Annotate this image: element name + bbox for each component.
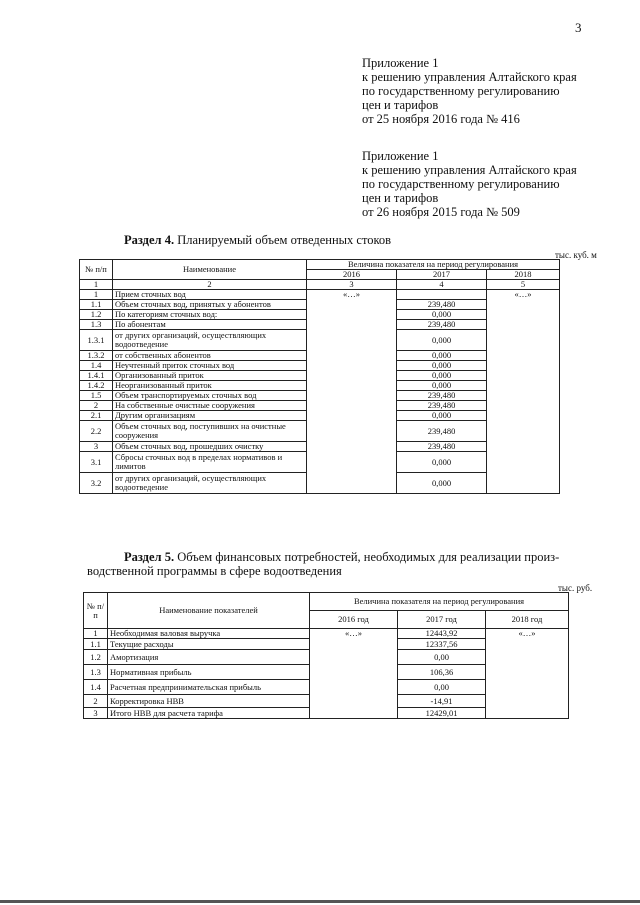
row-name: Необходимая валовая выручка <box>108 629 310 639</box>
value-2017: 0,000 <box>397 351 487 361</box>
header-name: Наименование показателей <box>108 593 310 629</box>
row-num: 3.1 <box>80 452 113 473</box>
index-cell: 4 <box>397 280 487 290</box>
section4-unit: тыс. куб. м <box>555 250 597 260</box>
index-cell: 3 <box>307 280 397 290</box>
scan-edge-line <box>0 900 640 903</box>
value-2017: 0,00 <box>398 680 486 695</box>
index-cell: 1 <box>80 280 113 290</box>
appendix-line: Приложение 1 <box>362 149 439 163</box>
value-2017: 12337,56 <box>398 639 486 650</box>
row-num: 1.4 <box>80 361 113 371</box>
row-num: 2 <box>84 695 108 708</box>
section4-table <box>79 259 560 494</box>
row-name: от других организаций, осуществляющих водоотведение <box>113 330 307 351</box>
row-name: Объем транспортируемых сточных вод <box>113 391 307 401</box>
row-name: Другим организациям <box>113 411 307 421</box>
header-num: № п/п <box>80 260 113 280</box>
section4-title <box>124 233 391 248</box>
value-2017 <box>397 290 487 300</box>
index-cell: 2 <box>113 280 307 290</box>
row-name: Прием сточных вод <box>113 290 307 300</box>
row-name: Нормативная прибыль <box>108 665 310 680</box>
value-2017: 0,000 <box>397 330 487 351</box>
row-num: 2.1 <box>80 411 113 421</box>
row-num: 1.5 <box>80 391 113 401</box>
header-2016: 2016 <box>307 270 397 280</box>
header-name: Наименование <box>113 260 307 280</box>
row-num: 1.1 <box>84 639 108 650</box>
value-2016 <box>307 290 397 494</box>
placeholder-dots: «…» <box>345 628 362 638</box>
row-name: Корректировка НВВ <box>108 695 310 708</box>
header-2016: 2016 год <box>310 611 398 629</box>
header-2018: 2018 <box>487 270 560 280</box>
value-2017: 0,00 <box>398 650 486 665</box>
row-num: 1.2 <box>84 650 108 665</box>
appendix-line: к решению управления Алтайского края <box>362 163 577 177</box>
value-2017: 239,480 <box>397 401 487 411</box>
row-name: Организованный приток <box>113 371 307 381</box>
value-2017: 0,000 <box>397 361 487 371</box>
row-num: 1 <box>80 290 113 300</box>
appendix-line: от 25 ноября 2016 года № 416 <box>362 112 520 126</box>
row-name: Итого НВВ для расчета тарифа <box>108 708 310 719</box>
section5-unit: тыс. руб. <box>558 583 593 593</box>
placeholder-dots: «…» <box>343 289 360 299</box>
appendix-line: цен и тарифов <box>362 191 439 205</box>
row-name: Неучтенный приток сточных вод <box>113 361 307 371</box>
table-row <box>80 290 560 300</box>
appendix-line: к решению управления Алтайского края <box>362 70 577 84</box>
row-name: Текущие расходы <box>108 639 310 650</box>
row-num: 3 <box>80 442 113 452</box>
appendix-line: цен и тарифов <box>362 98 439 112</box>
section4-title-text: Планируемый объем отведенных стоков <box>174 233 392 247</box>
row-num: 1.4.1 <box>80 371 113 381</box>
index-cell: 5 <box>487 280 560 290</box>
value-2017: 239,480 <box>397 320 487 330</box>
row-name: Объем сточных вод, прошедших очистку <box>113 442 307 452</box>
appendix-line: Приложение 1 <box>362 56 439 70</box>
row-name: Сбросы сточных вод в пределах нормативов и лимитов <box>113 452 307 473</box>
placeholder-dots: «…» <box>518 628 536 638</box>
table-row <box>84 629 569 639</box>
row-num: 2.2 <box>80 421 113 442</box>
row-name: Расчетная предпринимательская прибыль <box>108 680 310 695</box>
value-2017: 239,480 <box>397 442 487 452</box>
header-2018: 2018 год <box>486 611 569 629</box>
row-num: 1.1 <box>80 300 113 310</box>
placeholder-dots: «…» <box>514 289 532 299</box>
appendix-block-current <box>362 56 577 126</box>
row-num: 3.2 <box>80 473 113 494</box>
section5-table <box>83 592 569 719</box>
row-num: 1 <box>84 629 108 639</box>
value-2017: 0,000 <box>397 452 487 473</box>
row-name: Объем сточных вод, принятых у абонентов <box>113 300 307 310</box>
page-number: 3 <box>575 20 582 35</box>
section4-title-bold: Раздел 4. <box>124 233 175 247</box>
value-2017: 239,480 <box>397 391 487 401</box>
row-name: На собственные очистные сооружения <box>113 401 307 411</box>
row-name: Неорганизованный приток <box>113 381 307 391</box>
value-2017: -14,91 <box>398 695 486 708</box>
value-2017: 239,480 <box>397 421 487 442</box>
row-num: 1.3.1 <box>80 330 113 351</box>
row-num: 1.3.2 <box>80 351 113 361</box>
header-2017: 2017 год <box>398 611 486 629</box>
row-num: 1.3 <box>84 665 108 680</box>
section5-title-line1 <box>124 550 559 565</box>
header-period: Величина показателя на период регулирования <box>307 260 560 270</box>
row-name: По категориям сточных вод: <box>113 310 307 320</box>
value-2016 <box>310 629 398 719</box>
row-num: 3 <box>84 708 108 719</box>
value-2017: 12443,92 <box>398 629 486 639</box>
value-2018 <box>486 629 569 719</box>
section5-title-text: Объем финансовых потребностей, необходимых для реализации произ- <box>174 550 560 564</box>
value-2017: 12429,01 <box>398 708 486 719</box>
value-2017: 0,000 <box>397 310 487 320</box>
row-name: от других организаций, осуществляющих водоотведение <box>113 473 307 494</box>
header-num: № п/ п <box>84 593 108 629</box>
appendix-line: по государственному регулированию <box>362 84 560 98</box>
row-num: 1.4 <box>84 680 108 695</box>
row-num: 1.2 <box>80 310 113 320</box>
value-2018 <box>487 290 560 494</box>
section5-title-line2: водственной программы в сфере водоотведения <box>87 564 342 578</box>
row-name: Объем сточных вод, поступивших на очистные сооружения <box>113 421 307 442</box>
value-2017: 239,480 <box>397 300 487 310</box>
value-2017: 106,36 <box>398 665 486 680</box>
appendix-line: от 26 ноября 2015 года № 509 <box>362 205 520 219</box>
row-num: 2 <box>80 401 113 411</box>
header-period: Величина показателя на период регулирования <box>310 593 569 611</box>
appendix-line: по государственному регулированию <box>362 177 560 191</box>
row-num: 1.4.2 <box>80 381 113 391</box>
value-2017: 0,000 <box>397 411 487 421</box>
row-num: 1.3 <box>80 320 113 330</box>
value-2017: 0,000 <box>397 381 487 391</box>
value-2017: 0,000 <box>397 371 487 381</box>
row-name: от собственных абонентов <box>113 351 307 361</box>
row-name: По абонентам <box>113 320 307 330</box>
appendix-block-previous <box>362 149 577 219</box>
value-2017: 0,000 <box>397 473 487 494</box>
section5-title-bold: Раздел 5. <box>124 550 175 564</box>
row-name: Амортизация <box>108 650 310 665</box>
header-2017: 2017 <box>397 270 487 280</box>
